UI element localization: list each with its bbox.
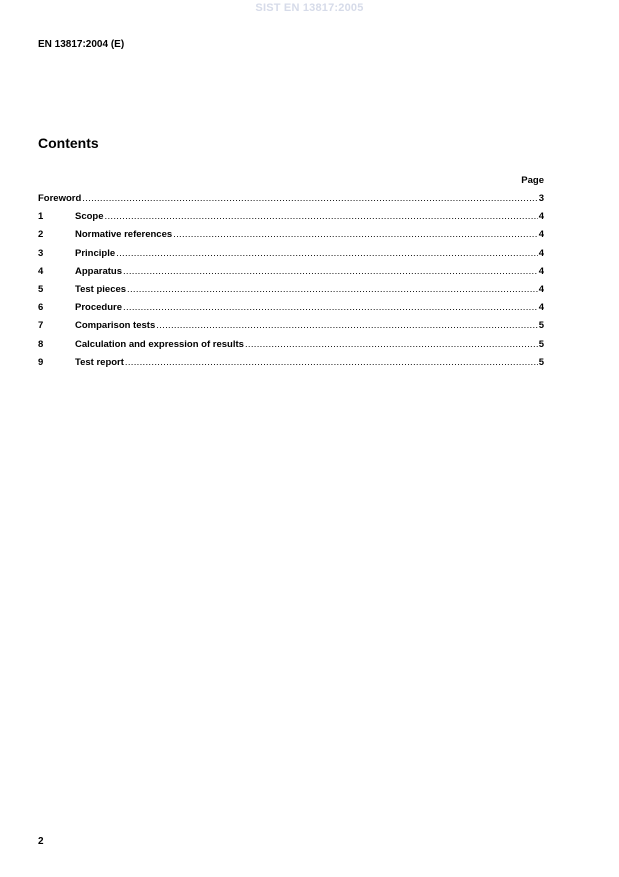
- toc-entry-title: Principle: [75, 247, 116, 259]
- toc-entry-number: 7: [38, 320, 44, 332]
- dot-leader: [123, 266, 538, 277]
- toc-entry-number: 1: [38, 211, 44, 223]
- toc-entry-number: 5: [38, 283, 44, 295]
- toc-entry-title: Procedure: [75, 302, 122, 314]
- table-of-contents: [38, 193, 544, 375]
- dot-leader: [156, 320, 537, 331]
- watermark: SIST EN 13817:2005: [255, 2, 364, 14]
- dot-leader: [245, 339, 538, 350]
- dot-leader: [123, 302, 538, 313]
- toc-entry-title: Comparison tests: [75, 320, 156, 332]
- dot-leader: [105, 211, 538, 222]
- toc-entry-scope[interactable]: [38, 211, 544, 229]
- toc-entry-page: 5: [538, 356, 544, 368]
- toc-entry-number: 8: [38, 338, 44, 350]
- toc-entry-number: 9: [38, 356, 44, 368]
- toc-entry-page: 4: [538, 265, 544, 277]
- dot-leader: [173, 229, 538, 240]
- dot-leader: [127, 284, 538, 295]
- toc-entry-calculation[interactable]: [38, 339, 544, 357]
- toc-entry-number: 6: [38, 302, 44, 314]
- toc-entry-comparison-tests[interactable]: [38, 320, 544, 338]
- toc-entry-title: Scope: [75, 211, 104, 223]
- toc-entry-title: Test report: [75, 356, 124, 368]
- document-id: EN 13817:2004 (E): [38, 39, 125, 50]
- page-number: 2: [38, 836, 44, 847]
- toc-entry-normative-references[interactable]: [38, 229, 544, 247]
- toc-entry-page: 4: [538, 247, 544, 259]
- toc-entry-number: 4: [38, 265, 44, 277]
- toc-entry-page: 4: [538, 283, 544, 295]
- toc-entry-title: Foreword: [38, 193, 82, 204]
- toc-entry-test-pieces[interactable]: [38, 284, 544, 302]
- dot-leader: [82, 193, 537, 204]
- toc-entry-title: Test pieces: [75, 283, 127, 295]
- toc-entry-foreword[interactable]: [38, 193, 544, 211]
- toc-entry-page: 5: [538, 338, 544, 350]
- toc-entry-procedure[interactable]: [38, 302, 544, 320]
- dot-leader: [116, 248, 538, 259]
- toc-entry-page: 3: [538, 193, 544, 204]
- toc-entry-title: Normative references: [75, 229, 173, 241]
- toc-entry-number: 2: [38, 229, 44, 241]
- toc-entry-title: Apparatus: [75, 265, 122, 277]
- toc-entry-page: 5: [538, 320, 544, 332]
- page-column-label: Page: [521, 175, 544, 186]
- dot-leader: [125, 357, 538, 368]
- toc-entry-number: 3: [38, 247, 44, 259]
- toc-entry-page: 4: [538, 211, 544, 223]
- toc-entry-page: 4: [538, 229, 544, 241]
- contents-heading: Contents: [38, 135, 99, 151]
- toc-entry-principle[interactable]: [38, 248, 544, 266]
- toc-entry-test-report[interactable]: [38, 357, 544, 375]
- toc-entry-apparatus[interactable]: [38, 266, 544, 284]
- toc-entry-page: 4: [538, 302, 544, 314]
- toc-entry-title: Calculation and expression of results: [75, 338, 244, 350]
